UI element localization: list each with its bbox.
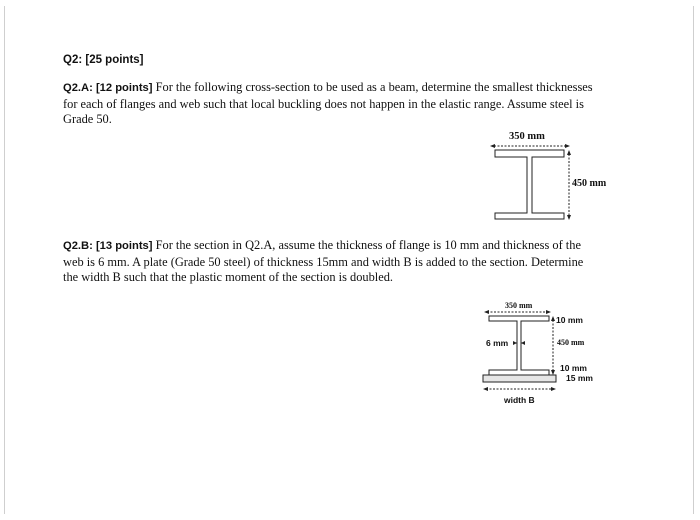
figure-a-width-label: 350 mm [509,131,545,142]
figure-a-ibeam [490,144,571,220]
part-a-text-line1: For the following cross-section to be used as a beam, determine the smallest thicknesses [152,80,593,94]
part-b-label: Q2.B: [13 points] [63,240,153,252]
arrow-down-icon [551,370,555,375]
figure-b-flange-top-label: 10 mm [556,315,583,325]
arrow-left-icon [490,144,495,148]
part-b-text-line2: web is 6 mm. A plate (Grade 50 steel) of thickness 15mm and width B is added to the section. Determine [63,254,584,269]
figure-a-section-outline [495,150,564,219]
figure-a-height-label: 450 mm [572,178,607,189]
figure-b-plate-width-label: width B [504,395,535,405]
part-a-text-line2: for each of flanges and web such that local buckling does not happen in the elastic range. Assume steel is [63,96,584,111]
figure-b-width-label: 350 mm [505,301,533,310]
arrow-left-icon [521,341,525,345]
arrow-right-icon [546,310,551,314]
part-b-text-line1: For the section in Q2.A, assume the thickness of flange is 10 mm and thickness of the [152,238,581,252]
figure-b-ibeam-with-plate [483,310,556,391]
arrow-right-icon [513,341,517,345]
figure-b-plate-label: 15 mm [566,373,593,383]
question-heading: Q2: [25 points] [63,54,144,66]
arrow-down-icon [567,215,571,220]
arrow-left-icon [483,387,488,391]
arrow-left-icon [484,310,489,314]
part-b-text-line3: the width B such that the plastic moment of the section is doubled. [63,270,394,284]
arrow-up-icon [567,150,571,155]
arrow-right-icon [565,144,570,148]
part-a-text-line3: Grade 50. [63,112,112,126]
figure-b-web-label: 6 mm [486,338,509,348]
arrow-right-icon [551,387,556,391]
arrow-up-icon [551,316,555,321]
figure-b-height-label: 450 mm [557,338,585,347]
figure-b-plate [483,375,556,382]
figure-b-flange-bottom-label: 10 mm [560,363,587,373]
part-a-label: Q2.A: [12 points] [63,82,153,94]
